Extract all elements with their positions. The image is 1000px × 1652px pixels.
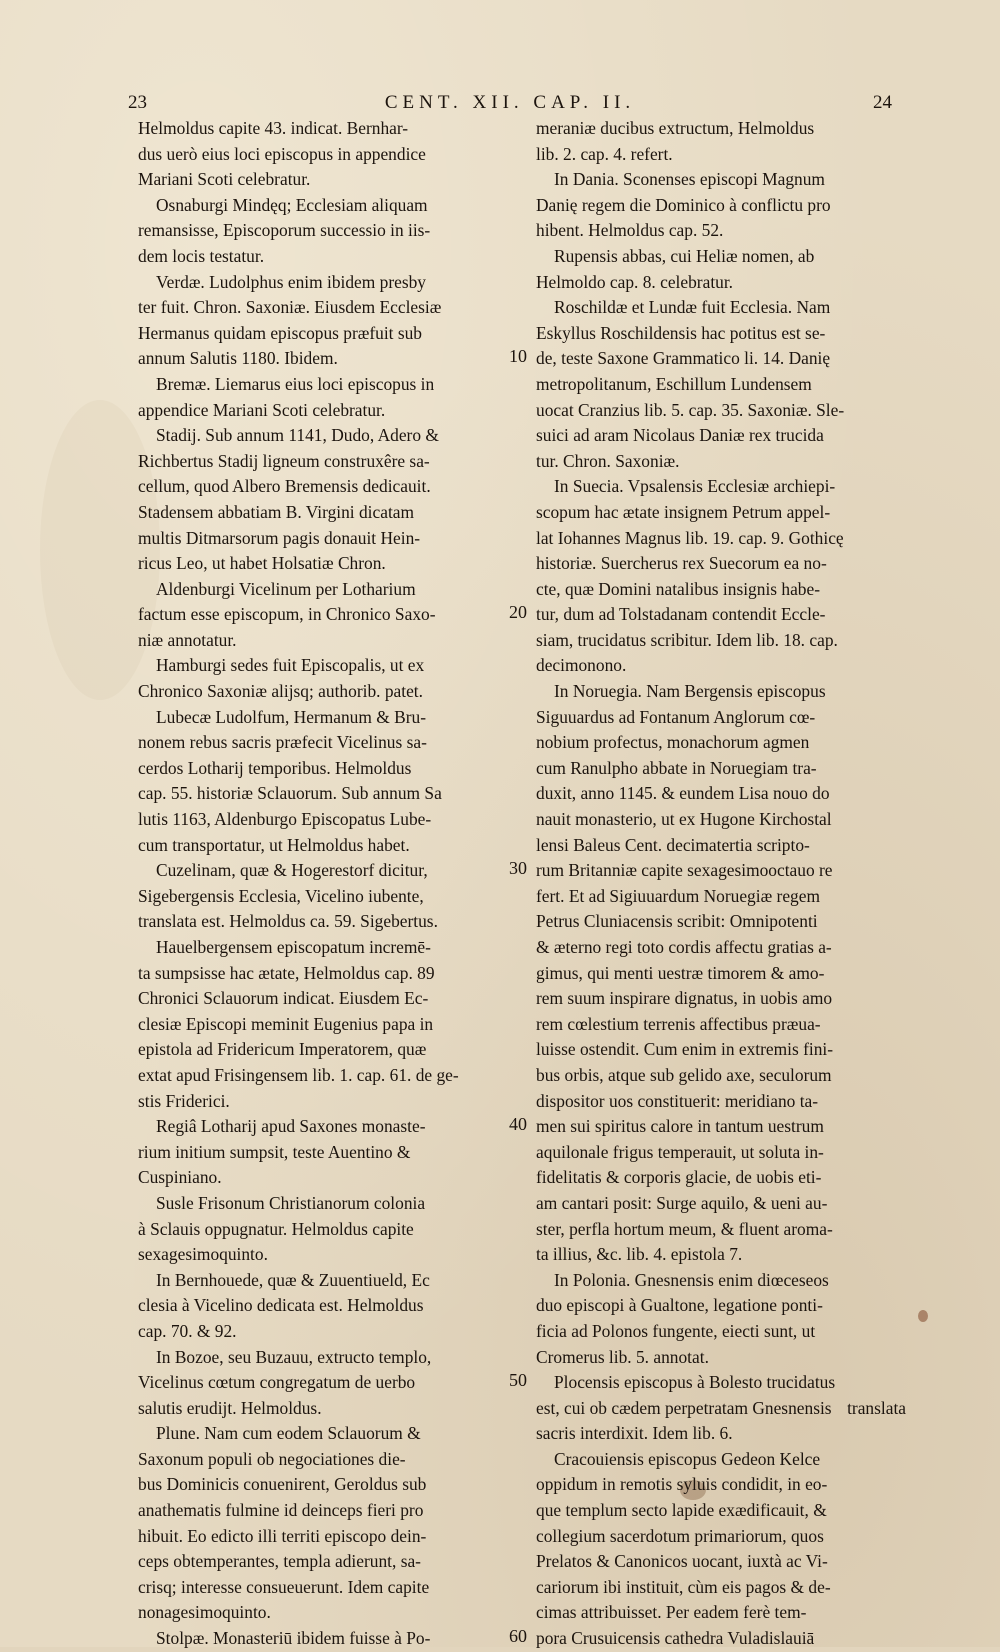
text-line: Osnaburgi Mindęq; Ecclesiam aliquam <box>156 194 428 215</box>
text-line: cum Ranulpho abbate in Noruegiam tra- <box>536 757 817 778</box>
text-line: lensi Baleus Cent. decimatertia scripto- <box>536 834 810 855</box>
text-line: nonem rebus sacris præfecit Vicelinus sa- <box>138 732 427 753</box>
text-line: translata est. Helmoldus ca. 59. Sigebertus. <box>138 911 438 932</box>
text-line: ceps obtemperantes, templa adierunt, sa- <box>138 1551 421 1572</box>
text-line: ster, perfla hortum meum, & fluent aroma- <box>536 1218 833 1239</box>
line-number: 40 <box>509 1114 527 1135</box>
text-line: hibuit. Eo edicto illi territi episcopo dein- <box>138 1525 427 1546</box>
text-line: Siguuardus ad Fontanum Anglorum cœ- <box>536 706 816 727</box>
text-line: luisse ostendit. Cum enim in extremis fini- <box>536 1039 834 1060</box>
text-line: Stadensem abbatiam B. Virgini dicatam <box>138 501 415 522</box>
text-line: & æterno regi toto cordis affectu gratias a- <box>536 937 832 957</box>
text-line: appendice Mariani Scoti celebratur. <box>138 399 386 420</box>
text-line: tur. Chron. Saxoniæ. <box>536 450 680 471</box>
line-number: 50 <box>509 1370 527 1391</box>
text-line: Susle Frisonum Christianorum colonia <box>156 1192 426 1213</box>
text-line: Cromerus lib. 5. annotat. <box>536 1346 709 1367</box>
text-line: Stolpæ. Monasteriū ibidem fuisse à Po- <box>156 1628 431 1649</box>
text-line: est, cui ob cædem perpetratam Gnesnensis <box>536 1397 832 1418</box>
text-line: dem locis testatur. <box>138 245 265 266</box>
text-line: gimus, qui menti uestræ timorem & amo- <box>536 962 825 983</box>
text-line: salutis erudijt. Helmoldus. <box>138 1397 322 1418</box>
text-line: duo episcopi à Gualtone, legatione ponti- <box>536 1295 823 1316</box>
running-header <box>128 92 892 116</box>
running-title: CENT. XII. CAP. II. <box>384 92 636 113</box>
text-line: Hermanus quidam episcopus præfuit sub <box>138 322 423 343</box>
text-line: fidelitatis & corporis glacie, de uobis eti- <box>536 1167 822 1188</box>
text-line: hibent. Helmoldus cap. 52. <box>536 220 724 241</box>
text-line: sexagesimoquinto. <box>138 1244 268 1265</box>
text-line: cimas attribuisset. Per eadem ferè tem- <box>536 1602 807 1623</box>
text-line: Danię regem die Dominico à conflictu pro <box>536 194 831 215</box>
text-line: rum Britanniæ capite sexagesimooctauo re <box>536 860 833 881</box>
stain-mark <box>918 1310 928 1322</box>
text-line: Prelatos & Canonicos uocant, iuxtà ac Vi- <box>536 1551 828 1572</box>
text-line: ter fuit. Chron. Saxoniæ. Eiusdem Ecclesiæ <box>138 297 442 318</box>
text-line: collegium sacerdotum primariorum, quos <box>536 1525 824 1546</box>
text-line: stis Friderici. <box>138 1090 230 1111</box>
text-line: rem cœlestium terrenis affectibus præua- <box>536 1013 821 1034</box>
text-line: oppidum in remotis syluis condidit, in eo- <box>536 1474 828 1495</box>
catchword: translata <box>847 1398 906 1418</box>
text-line: bus Dominicis conuenirent, Geroldus sub <box>138 1474 427 1495</box>
text-line: Plune. Nam cum eodem Sclauorum & <box>156 1423 421 1444</box>
text-line: ta illius, &c. lib. 4. epistola 7. <box>536 1244 743 1265</box>
text-line: Chronico Saxoniæ alijsq; authorib. patet. <box>138 681 423 702</box>
text-line: rium initium sumpsit, teste Auentino & <box>138 1141 411 1162</box>
text-line: multis Ditmarsorum pagis donauit Hein- <box>138 527 421 548</box>
text-line: lutis 1163, Aldenburgo Episcopatus Lube- <box>138 809 432 830</box>
text-line: am cantari posit: Surge aquilo, & ueni au- <box>536 1192 828 1213</box>
text-line: que templum secto lapide exædificauit, & <box>536 1500 827 1521</box>
text-line: bus orbis, atque sub gelido axe, seculorum <box>536 1064 832 1085</box>
text-line: Cuspiniano. <box>138 1167 222 1188</box>
text-line: lat Iohannes Magnus lib. 19. cap. 9. Gothicę <box>536 527 844 548</box>
text-line: Vicelinus cœtum congregatum de uerbo <box>138 1372 416 1393</box>
text-line: tur, dum ad Tolstadanam contendit Eccle- <box>536 604 826 625</box>
text-line: Petrus Cluniacensis scribit: Omnipotenti <box>536 911 818 932</box>
text-line: In Polonia. Gnesnensis enim diœceseos <box>554 1269 829 1290</box>
text-line: Verdæ. Ludolphus enim ibidem presby <box>156 271 427 292</box>
text-line: In Bozoe, seu Buzauu, extructo templo, <box>156 1346 432 1367</box>
text-line: cte, quæ Domini natalibus insignis habe- <box>536 578 821 599</box>
text-line: In Dania. Sconenses episcopi Magnum <box>554 169 825 190</box>
line-number: 10 <box>509 346 527 367</box>
text-line: de, teste Saxone Grammatico li. 14. Danię <box>536 348 831 369</box>
line-number: 30 <box>509 858 527 879</box>
text-line: cap. 70. & 92. <box>138 1320 237 1341</box>
text-line: à Sclauis oppugnatur. Helmoldus capite <box>138 1218 414 1239</box>
text-line: scopum hac ætate insignem Petrum appel- <box>536 501 831 522</box>
text-line: historiæ. Suercherus rex Suecorum ea no- <box>536 553 827 574</box>
text-line: cum transportatur, ut Helmoldus habet. <box>138 834 410 855</box>
right-column <box>536 116 890 1652</box>
text-line: cap. 55. historiæ Sclauorum. Sub annum Sa <box>138 783 442 804</box>
text-line: Lubecæ Ludolfum, Hermanum & Bru- <box>156 706 426 727</box>
text-line: lib. 2. cap. 4. refert. <box>536 143 673 164</box>
text-line: extat apud Frisingensem lib. 1. cap. 61. de ge- <box>138 1064 459 1085</box>
text-line: uocat Cranzius lib. 5. cap. 35. Saxoniæ. Sle- <box>536 399 845 420</box>
text-line: Aldenburgi Vicelinum per Lotharium <box>156 578 416 599</box>
text-line: nonagesimoquinto. <box>138 1602 271 1623</box>
text-line: clesia à Vicelino dedicata est. Helmoldus <box>138 1295 424 1316</box>
text-line: duxit, anno 1145. & eundem Lisa nouo do <box>536 783 830 804</box>
text-line: decimonono. <box>536 655 627 676</box>
text-line: Saxonum populi ob negociationes die- <box>138 1448 406 1469</box>
text-line: nauit monasterio, ut ex Hugone Kirchostal <box>536 809 832 830</box>
text-line: ricus Leo, ut habet Holsatiæ Chron. <box>138 553 386 574</box>
text-line: siam, trucidatus scribitur. Idem lib. 18. cap. <box>536 629 838 650</box>
text-line: niæ annotatur. <box>138 629 237 650</box>
text-line: Eskyllus Roschildensis hac potitus est se- <box>536 322 826 343</box>
text-line: meraniæ ducibus extructum, Helmoldus <box>536 118 815 138</box>
text-line: anathematis fulmine id deinceps fieri pro <box>138 1500 424 1521</box>
text-line: Hamburgi sedes fuit Episcopalis, ut ex <box>156 655 425 676</box>
left-column <box>138 116 502 1652</box>
text-line: ficia ad Polonos fungente, eiecti sunt, ut <box>536 1320 816 1341</box>
page-number-right: 24 <box>873 92 892 113</box>
text-line: fert. Et ad Sigiuuardum Noruegiæ regem <box>536 885 820 906</box>
page-number-left: 23 <box>128 92 147 113</box>
text-line: cerdos Lotharij temporibus. Helmoldus <box>138 757 412 778</box>
text-line: dus uerò eius loci episcopus in appendice <box>138 143 426 164</box>
text-line: Roschildæ et Lundæ fuit Ecclesia. Nam <box>554 297 831 318</box>
text-line: Chronici Sclauorum indicat. Eiusdem Ec- <box>138 988 429 1009</box>
text-line: Cuzelinam, quæ & Hogerestorf dicitur, <box>156 860 428 881</box>
text-line: clesiæ Episcopi meminit Eugenius papa in <box>138 1013 434 1034</box>
text-line: remansisse, Episcoporum successio in iis- <box>138 220 431 241</box>
text-line: Hauelbergensem episcopatum incremē- <box>156 937 431 957</box>
line-number: 60 <box>509 1626 527 1647</box>
text-line: rem suum inspirare dignatus, in uobis amo <box>536 988 833 1009</box>
text-line: Rupensis abbas, cui Heliæ nomen, ab <box>554 245 815 266</box>
text-line: aquilonale frigus temperauit, ut soluta in- <box>536 1141 824 1162</box>
text-line: cariorum ibi instituit, cùm eis pagos & de- <box>536 1576 831 1597</box>
text-line: Helmoldus capite 43. indicat. Bernhar- <box>138 118 409 138</box>
text-line: Mariani Scoti celebratur. <box>138 169 311 190</box>
text-line: suici ad aram Nicolaus Daniæ rex trucida <box>536 425 824 446</box>
text-line: metropolitanum, Eschillum Lundensem <box>536 373 812 394</box>
text-line: In Noruegia. Nam Bergensis episcopus <box>554 681 826 702</box>
text-line: Plocensis episcopus à Bolesto trucidatus <box>554 1372 836 1393</box>
text-line: epistola ad Fridericum Imperatorem, quæ <box>138 1039 427 1060</box>
text-line: annum Salutis 1180. Ibidem. <box>138 348 338 369</box>
text-line: nobium profectus, monachorum agmen <box>536 732 810 753</box>
text-line: sacris interdixit. Idem lib. 6. <box>536 1423 733 1444</box>
text-line: In Suecia. Vpsalensis Ecclesiæ archiepi- <box>554 476 836 497</box>
text-line: ta sumpsisse hac ætate, Helmoldus cap. 89 <box>138 962 435 983</box>
text-line: Regiâ Lotharij apud Saxones monaste- <box>156 1116 426 1137</box>
line-number: 20 <box>509 602 527 623</box>
text-line: Cracouiensis episcopus Gedeon Kelce <box>554 1448 821 1469</box>
text-line: Stadij. Sub annum 1141, Dudo, Adero & <box>156 425 439 446</box>
text-line: Bremæ. Liemarus eius loci episcopus in <box>156 373 435 394</box>
text-line: Sigebergensis Ecclesia, Vicelino iubente, <box>138 885 424 906</box>
text-line: crisq; interesse consueuerunt. Idem capite <box>138 1576 430 1597</box>
text-line: cellum, quod Albero Bremensis dedicauit. <box>138 476 431 497</box>
text-line: dispositor uos constituerit: meridiano ta- <box>536 1090 819 1111</box>
text-line: factum esse episcopum, in Chronico Saxo- <box>138 604 436 625</box>
text-line: men sui spiritus calore in tantum uestrum <box>536 1116 824 1137</box>
text-line: In Bernhouede, quæ & Zuuentiueld, Ec <box>156 1269 430 1290</box>
text-line: pora Crusuicensis cathedra Vuladislauiā <box>536 1628 815 1649</box>
text-line: Helmoldo cap. 8. celebratur. <box>536 271 734 292</box>
text-line: Richbertus Stadij ligneum construxêre sa- <box>138 450 430 471</box>
